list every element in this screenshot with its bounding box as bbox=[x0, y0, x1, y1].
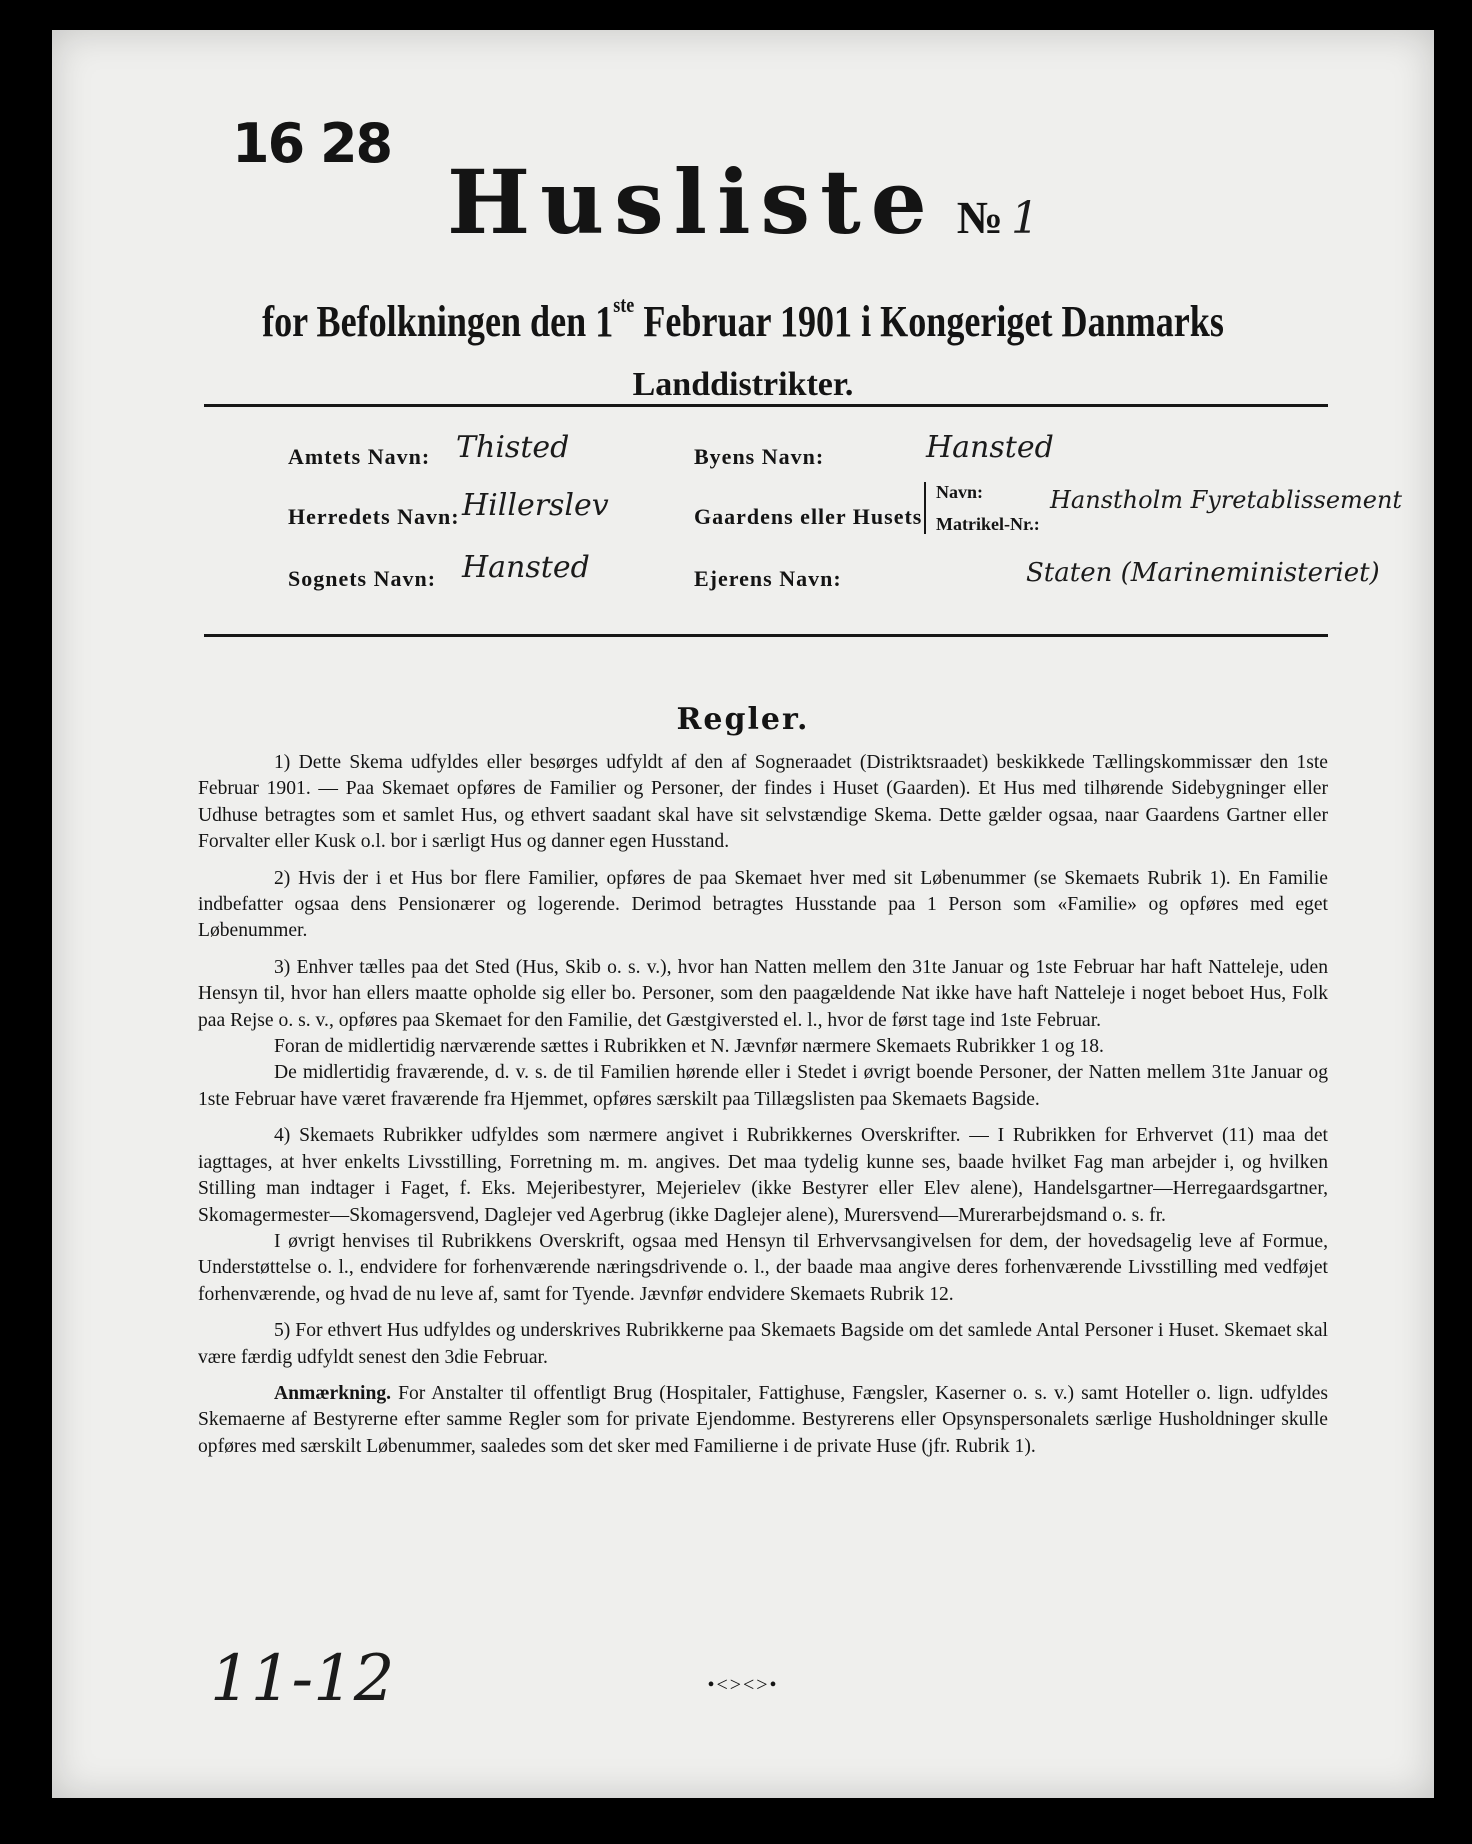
note-text: For Anstalter til offentligt Brug (Hospitaler, Fattighuse, Fængsler, Kaserner o. s. v.) samt Hoteller o. lign. udfyldes Skemaerne af Bestyrerne efter samme Regler som for private Ejendomme. Bestyrerens eller Opsynspersonalets særlige Husholdninger skulle opføres med særskilt Løbenummer, saaledes som det sker med Familierne i de private Huse (jfr. Rubrik 1). bbox=[198, 1382, 1328, 1457]
amt-value: Thisted bbox=[456, 430, 570, 465]
sogn-value: Hansted bbox=[462, 550, 590, 585]
rule-3: 3) Enhver tælles paa det Sted (Hus, Skib o. s. v.), hvor han Natten mellem den 31te Januar og 1ste Februar har haft Natteleje, uden Hensyn til, hvor han ellers maatte opholde sig eller bo. Personer, som den paagældende Nat ikke have haft Natteleje i noget beboet Hus, Folk paa Rejse o. s. v., opføres paa Skemaet for den Familie, det Gæstgiversted el. l., hvor de først tage ind 1ste Februar. bbox=[198, 956, 1328, 1031]
field-bracket bbox=[924, 482, 926, 534]
rule-3-n-mark: Foran de midlertidig nærværende sættes i Rubrikken et N. Jævnfør nærmere Skemaets Rubrikker 1 og 18. bbox=[274, 1036, 1104, 1058]
subtitle bbox=[176, 292, 1309, 347]
page-title: Husliste bbox=[447, 150, 937, 254]
title-number-sign: № bbox=[956, 192, 1003, 243]
subtitle-pre: for Befolkningen den 1 bbox=[262, 297, 614, 346]
ornament: •<><>• bbox=[707, 1674, 779, 1696]
rule-1: 1) Dette Skema udfyldes eller besørges udfyldt af den af Sogneraadet (Distriktsraadet) beskikkede Tællingskommissær den 1ste Februar 1901. — Paa Skemaet opføres de Familier og Personer, der findes i Huset (Gaarden). Et Hus med tilhørende Sidebygninger eller Udhuse betragtes som et samlet Hus, og ethvert saadant skal have sit selvstændige Skema. Dette gælder ogsaa, naar Gaardens Gartner eller Forvalter eller Kusk o.l. bor i særligt Hus og danner egen Husstand. bbox=[198, 752, 1328, 853]
census-form-sheet bbox=[52, 30, 1434, 1798]
by-label: Byens Navn: bbox=[694, 444, 825, 469]
gaard-label: Gaardens eller Husets bbox=[694, 504, 923, 529]
bottom-handwritten-number: 11-12 bbox=[210, 1642, 395, 1716]
archive-number: 16 28 bbox=[232, 112, 392, 175]
rule-3-absent: De midlertidig fraværende, d. v. s. de til Familien hørende eller i Stedet i øvrigt boende Personer, der Natten mellem 31te Januar og 1ste Februar have været fraværende fra Hjemmet, opføres særskilt paa Tillægslisten paa Skemaets Bagside. bbox=[198, 1062, 1328, 1110]
herred-value: Hillerslev bbox=[462, 488, 609, 523]
amt-label: Amtets Navn: bbox=[288, 444, 431, 469]
rule-4-occupation: I øvrigt henvises til Rubrikkens Overskrift, ogsaa med Hensyn til Erhvervsangivelsen for dem, der hovedsagelig leve af Formue, Understøttelse o. l., endvidere for forhenværende næringsdrivende o. l., der baade maa angive deres forhenværende Livsstilling med vedføjet forhenværende, og hvad de nu leve af, samt for Tyende. Jævnfør endvidere Skemaets Rubrik 12. bbox=[198, 1230, 1328, 1305]
title-row bbox=[52, 150, 1434, 254]
sogn-label: Sognets Navn: bbox=[288, 566, 437, 591]
rule-2: 2) Hvis der i et Hus bor flere Familier, opføres de paa Skemaet hver med sit Løbenummer (se Skemaets Rubrik 1). En Familie indbefatter ogsaa dens Pensionærer og logerende. Derimod betragtes Husstande paa 1 Person som «Familie» og opføres med eget Løbenummer. bbox=[198, 867, 1328, 942]
rules-heading: Regler. bbox=[676, 702, 810, 737]
gaard-navn-label: Navn: bbox=[936, 482, 984, 502]
subtitle-sup: ste bbox=[613, 292, 635, 317]
by-value: Hansted bbox=[926, 430, 1054, 465]
rule-note bbox=[198, 1381, 1328, 1460]
note-label: Anmærkning. bbox=[274, 1382, 392, 1404]
rule-4: 4) Skemaets Rubrikker udfyldes som nærmere angivet i Rubrikkernes Overskrifter. — I Rubrikken for Erhvervet (11) maa det iagttages, at hver enkelts Livsstilling, Forretning m. m. angives. Det maa tydelig kunne ses, baade hvilket Fag man arbejder i, og hvilken Stilling man indtager i Faget, f. Eks. Mejeribestyrer, Mejerielev (ikke Bestyrer eller Elev alene), Handelsgartner—Herregaardsgartner, Skomagermester—Skomagersvend, Daglejer ved Agerbrug (ikke Daglejer alene), Murersvend—Murerarbejdsmand o. s. fr. bbox=[198, 1125, 1328, 1226]
rule-5: 5) For ethvert Hus udfyldes og underskrives Rubrikkerne paa Skemaets Bagside om det samlede Antal Personer i Huset. Skemaet skal være færdig udfyldt senest den 3die Februar. bbox=[198, 1320, 1328, 1368]
rules-body bbox=[198, 750, 1328, 1470]
herred-label: Herredets Navn: bbox=[288, 504, 460, 529]
title-number-handwritten: 1 bbox=[1010, 193, 1039, 244]
top-divider bbox=[204, 404, 1328, 407]
gaard-matrikel-label: Matrikel-Nr.: bbox=[936, 514, 1040, 534]
subtitle-districts: Landdistrikter. bbox=[632, 366, 854, 403]
ejer-label: Ejerens Navn: bbox=[694, 566, 842, 591]
middle-divider bbox=[204, 634, 1328, 637]
gaard-value: Hanstholm Fyretablissement bbox=[1050, 486, 1403, 514]
ejer-value: Staten (Marineministeriet) bbox=[1026, 558, 1380, 588]
subtitle-post: Februar 1901 i Kongeriget Danmarks bbox=[634, 297, 1224, 346]
